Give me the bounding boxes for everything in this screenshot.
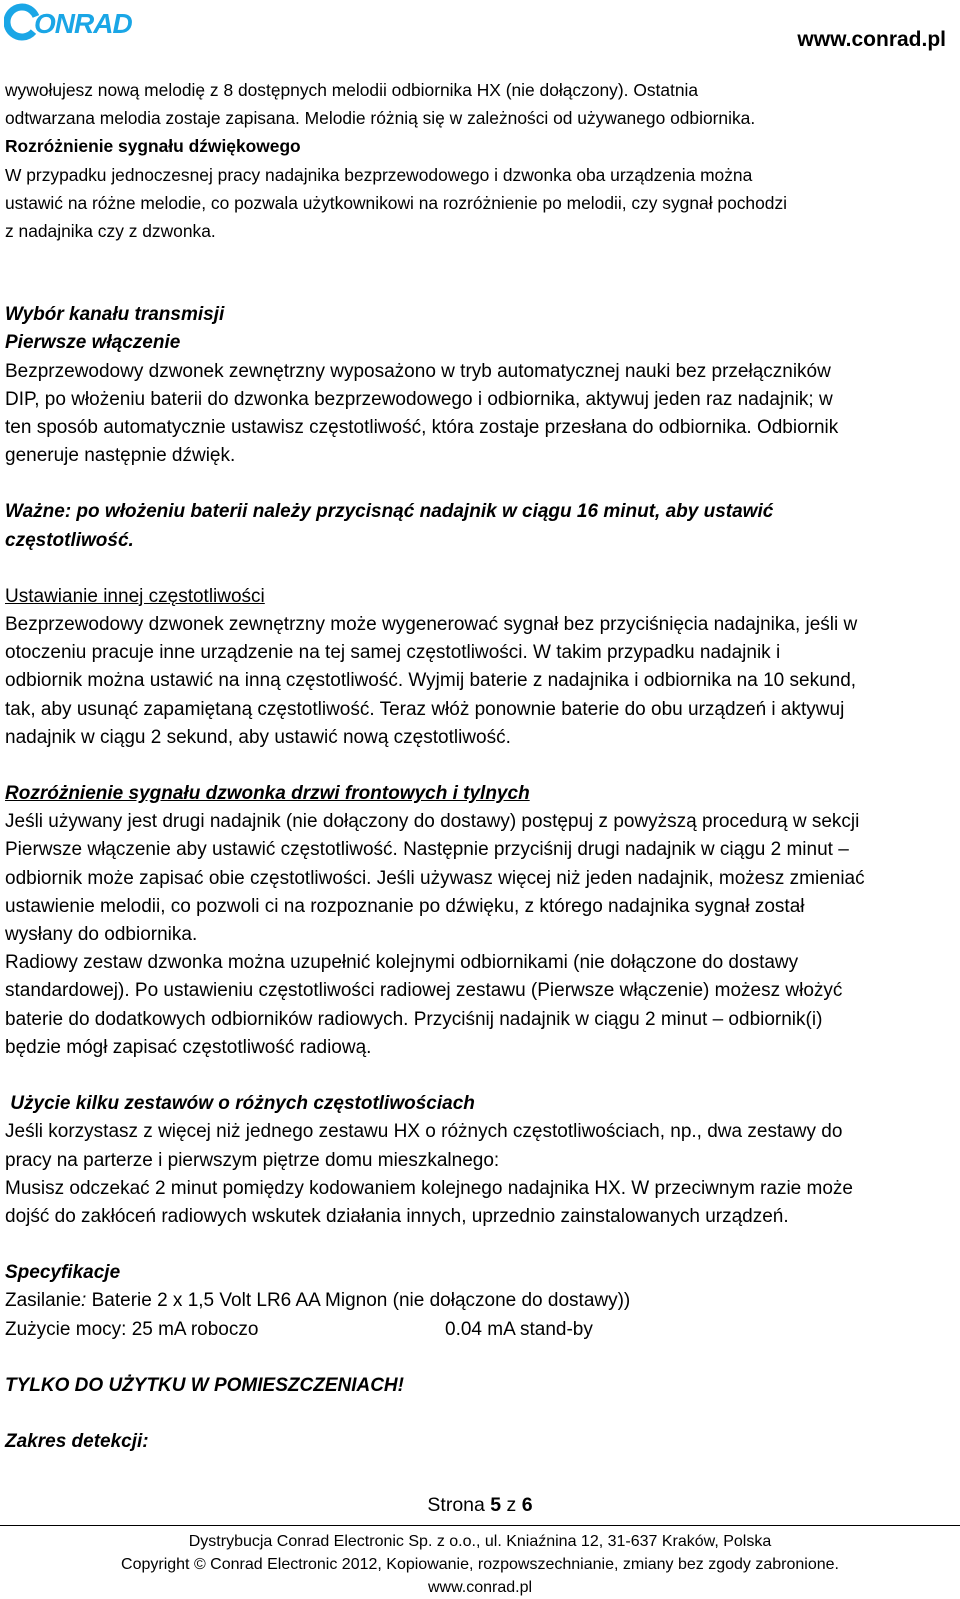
text-line: nadajnik w ciągu 2 sekund, aby ustawić nową częstotliwość. (5, 726, 511, 748)
footer-url[interactable]: www.conrad.pl (427, 1579, 533, 1596)
page-footer (0, 1530, 960, 1599)
text-line: odbiornik można ustawić na inną częstotliwość. Wyjmij baterie z nadajnika i odbiornika na 10 sekund, (5, 670, 857, 692)
spec-power (5, 1287, 955, 1315)
text-line: Jeśli używany jest drugi nadajnik (nie dołączony do dostawy) postępuj z powyższą procedurą w sekcji (5, 811, 860, 833)
text-line: baterie do dodatkowych odbiorników radiowych. Przyciśnij nadajnik w ciągu 2 minut – odbiornik(i) (5, 1008, 823, 1030)
text-line: tak, aby usunąć zapamiętaną częstotliwość. Teraz włóż ponownie baterie do obu urządzeń i aktywuj (5, 698, 845, 720)
text-line: Musisz odczekać 2 minut pomiędzy kodowaniem kolejnego nadajnika HX. W przeciwnym razie może (5, 1177, 853, 1199)
section-heading: Specyfikacje (5, 1262, 121, 1284)
text-line: wysłany do odbiornika. (5, 924, 198, 946)
text-line: Pierwsze włączenie aby ustawić częstotliwość. Następnie przyciśnij drugi nadajnik w ciągu 2 minut – (5, 839, 849, 861)
spec-power-colon: : (81, 1290, 87, 1312)
text-line: dojść do zakłóceń radiowych wskutek działania innych, uprzednio zainstalowanych urządzeń. (5, 1205, 789, 1227)
page-current: 5 (490, 1494, 502, 1516)
document-body (5, 76, 955, 1456)
text-line: ten sposób automatycznie ustawisz częstotliwość, która zostaje przesłana do odbiornika. Odbiornik (5, 417, 839, 439)
section-multiple-sets (5, 1090, 955, 1231)
section-heading: Ustawianie innej częstotliwości (5, 585, 265, 607)
spec-consumption-operating: Zużycie mocy: 25 mA roboczo (5, 1318, 259, 1340)
section-subheading: Pierwsze włączenie (5, 332, 181, 354)
section-heading: Użycie kilku zestawów o różnych częstotliwościach (5, 1093, 475, 1115)
section-signal-distinction (5, 132, 955, 245)
text-line: Bezprzewodowy dzwonek zewnętrzny może wygenerować sygnał bez przyciśnięcia nadajnika, jeśli w (5, 614, 858, 636)
section-heading: Rozróżnienie sygnału dzwonka drzwi frontowych i tylnych (5, 783, 530, 805)
site-url[interactable]: www.conrad.pl (797, 28, 946, 51)
text-line: standardowej). Po ustawieniu częstotliwości radiowej zestawu (Pierwsze włączenie) możesz włożyć (5, 980, 843, 1002)
spec-power-value: Baterie 2 x 1,5 Volt LR6 AA Mignon (nie dołączone do dostawy)) (86, 1290, 631, 1312)
text-line: ustawienie melodii, co pozwoli ci na rozpoznanie po dźwięku, z którego nadajnika sygnał został (5, 895, 805, 917)
page-number (0, 1494, 960, 1517)
text-line: odtwarzana melodia zostaje zapisana. Melodie różnią się w zależności od używanego odbiornika. (5, 108, 756, 129)
section-specifications (5, 1259, 955, 1344)
conrad-logo (4, 2, 156, 42)
section-front-back-door (5, 780, 955, 1062)
text-line: Jeśli korzystasz z więcej niż jednego zestawu HX o różnych częstotliwościach, np., dwa zestawy do (5, 1121, 843, 1143)
svg-text:ONRAD: ONRAD (34, 8, 132, 39)
text-line: W przypadku jednoczesnej pracy nadajnika bezprzewodowego i dzwonka oba urządzenia można (5, 164, 753, 185)
text-line: Bezprzewodowy dzwonek zewnętrzny wyposażono w tryb automatycznej nauki bez przełączników (5, 360, 831, 382)
text-line: z nadajnika czy z dzwonka. (5, 221, 216, 242)
text-line: częstotliwość. (5, 529, 134, 551)
text-line: wywołujesz nową melodię z 8 dostępnych melodii odbiornika HX (nie dołączony). Ostatnia (5, 80, 699, 100)
section-heading: Rozróżnienie sygnału dźwiękowego (5, 136, 301, 157)
page-header (0, 0, 960, 56)
indoor-use-warning: TYLKO DO UŻYTKU W POMIESZCZENIACH! (5, 1374, 404, 1396)
important-note (5, 498, 955, 554)
spec-power-label: Zasilanie (5, 1290, 82, 1312)
page-prefix: Strona (427, 1494, 491, 1516)
text-line: Ważne: po włożeniu baterii należy przycisnąć nadajnik w ciągu 16 minut, aby ustawić (5, 501, 774, 523)
page-separator: z (501, 1494, 522, 1516)
text-line: ustawić na różne melodie, co pozwala użytkownikowi na rozróżnienie po melodii, czy sygnał pochodzi (5, 192, 788, 213)
text-line: generuje następnie dźwięk. (5, 445, 236, 467)
spec-consumption-standby: 0.04 mA stand-by (445, 1318, 593, 1340)
section-heading: Wybór kanału transmisji (5, 304, 225, 326)
text-line: pracy na parterze i pierwszym piętrze domu mieszkalnego: (5, 1149, 500, 1171)
spec-consumption (5, 1316, 955, 1344)
section-other-frequency (5, 583, 955, 752)
intro-paragraph (5, 76, 955, 132)
text-line: otoczeniu pracuje inne urządzenie na tej samej częstotliwości. W takim przypadku nadajnik i (5, 642, 781, 664)
section-channel-selection (5, 301, 955, 470)
page-total: 6 (521, 1494, 533, 1516)
detection-range-label: Zakres detekcji: (5, 1430, 149, 1452)
footer-copyright: Copyright © Conrad Electronic 2012, Kopiowanie, rozpowszechnianie, zmiany bez zgody zabronione. (121, 1556, 839, 1573)
footer-divider (0, 1525, 960, 1526)
text-line: odbiornik może zapisać obie częstotliwości. Jeśli używasz więcej niż jeden nadajnik, możesz zmieniać (5, 867, 865, 889)
text-line: będzie mógł zapisać częstotliwość radiową. (5, 1036, 372, 1058)
footer-distribution: Dystrybucja Conrad Electronic Sp. z o.o., ul. Kniaźnina 12, 31-637 Kraków, Polska (188, 1533, 772, 1550)
text-line: DIP, po włożeniu baterii do dzwonka bezprzewodowego i odbiornika, aktywuj jeden raz nadajnik; w (5, 388, 833, 410)
text-line: Radiowy zestaw dzwonka można uzupełnić kolejnymi odbiornikami (nie dołączone do dostawy (5, 952, 799, 974)
